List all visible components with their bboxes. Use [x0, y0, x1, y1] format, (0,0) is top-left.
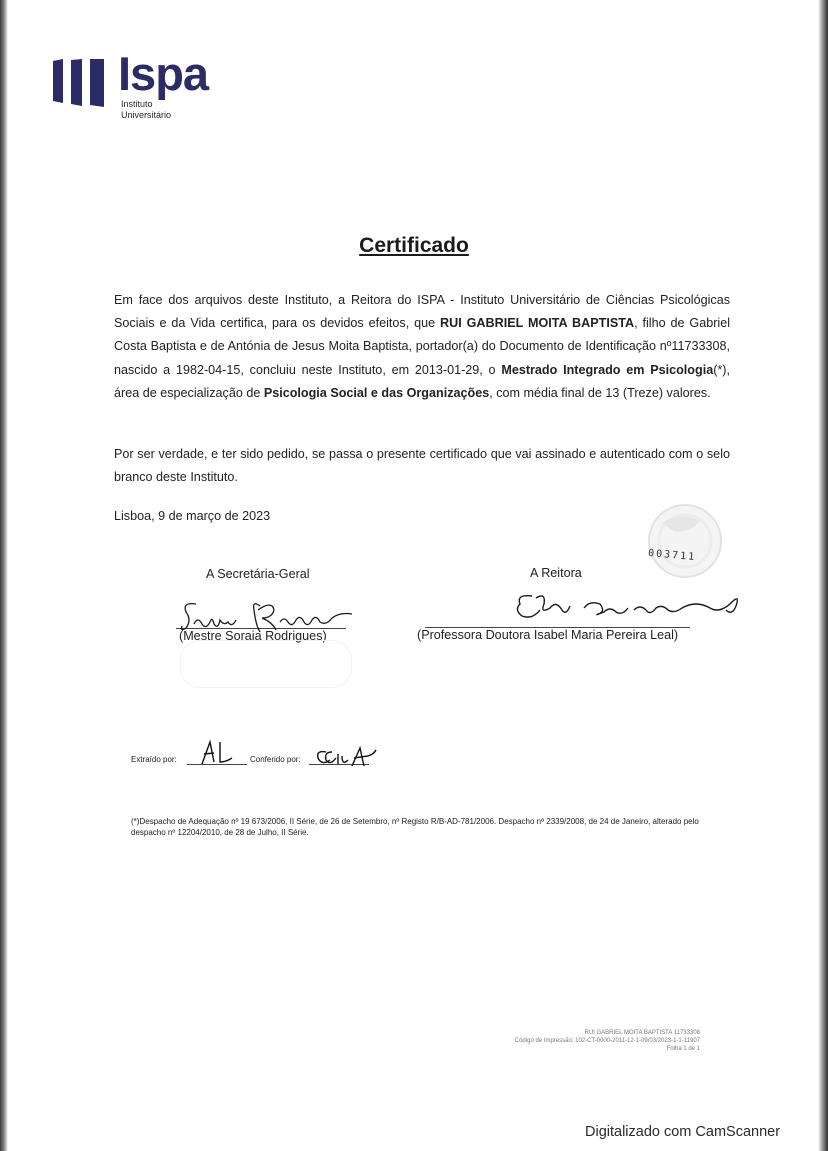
scan-edge-right — [818, 0, 828, 1151]
rector-name: (Professora Doutora Isabel Maria Pereira Leal) — [417, 628, 679, 642]
degree-name: Mestrado Integrado em Psicologia — [501, 362, 714, 377]
graduate-name: RUI GABRIEL MOITA BAPTISTA — [440, 316, 635, 331]
place-and-date: Lisboa, 9 de março de 2023 — [114, 509, 271, 523]
logo-wordmark: Ispa — [118, 47, 209, 100]
scanner-watermark: Digitalizado com CamScanner — [585, 1124, 781, 1140]
secretary-general-role: A Secretária-Geral — [206, 567, 310, 581]
checked-by-label: Conferido por: — [250, 755, 301, 764]
print-info: RUI GABRIEL MOITA BAPTISTA 11733308 Código de Impressão: 102-CT-0000-2011-12-1-09/03/2023-1-1-11907 Folha 1 de 1 — [514, 1030, 700, 1052]
certificate-body-paragraph: Em face dos arquivos deste Instituto, a Reitora do ISPA - Instituto Universitário de Ciências Psicológicas Sociais e da Vida certifica, para os devidos efeitos, que RUI GABRIEL MOITA BAPTISTA, filho de Gabriel Costa Baptista e de Antónia de Jesus Moita Baptista, portador(a) do Documento de Identificação nº11733308, nascido a 1982-04-15, concluiu neste Instituto, em 2013-01-29, o Mestrado Integrado em Psicologia(*), área de especialização de Psicologia Social e das Organizações, com média final de 13 (Treze) valores. — [114, 293, 730, 400]
specialization-area: Psicologia Social e das Organizações — [263, 385, 490, 400]
extracted-by-label: Extraído por: — [131, 755, 177, 764]
certification-statement: Por ser verdade, e ter sido pedido, se passa o presente certificado que vai assinado e autenticado com o selo branco deste Instituto. — [114, 447, 730, 485]
scan-edge-left — [0, 0, 8, 1151]
rector-signature-icon — [510, 586, 745, 626]
seal-number: 003711 — [647, 547, 697, 564]
checked-by-initials-icon — [314, 744, 378, 770]
rector-role: A Reitora — [530, 566, 582, 580]
legal-footnote: (*)Despacho de Adequação nº 19 673/2006, II Série, de 26 de Setembro, nº Registo R/B-AD-781/2006. Despacho nº 2339/2008, de 24 de Janeiro, alterado pelo despacho nº 12204/2010, de 28 de Julho, II Série. — [131, 817, 699, 837]
embossed-watermark — [180, 640, 352, 688]
embossed-seal-icon — [640, 503, 730, 583]
secretary-general-name: (Mestre Soraia Rodrigues) — [179, 629, 327, 643]
ispa-logo-bars-icon — [51, 59, 111, 107]
extracted-by-initials-icon — [198, 738, 238, 766]
logo-subtitle: Instituto Universitário — [121, 99, 172, 120]
document-title: Certificado — [359, 234, 469, 257]
